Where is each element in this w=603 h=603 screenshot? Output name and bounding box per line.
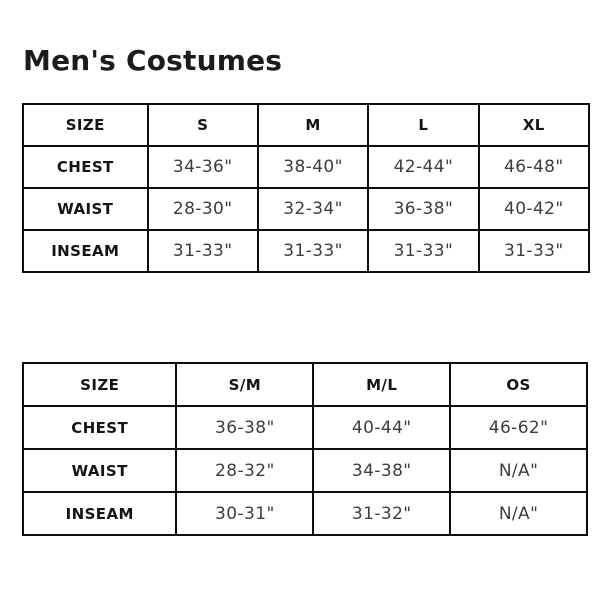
size-value-cell: 31-33" bbox=[368, 230, 478, 272]
row-label-chest: CHEST bbox=[23, 146, 148, 188]
size-value-cell: 46-48" bbox=[479, 146, 589, 188]
column-header-ml: M/L bbox=[313, 363, 450, 406]
row-label-inseam: INSEAM bbox=[23, 492, 176, 535]
size-value-cell: 34-38" bbox=[313, 449, 450, 492]
table-row-chest bbox=[23, 146, 589, 188]
row-label-inseam: INSEAM bbox=[23, 230, 148, 272]
size-value-cell: 31-33" bbox=[148, 230, 258, 272]
size-value-cell: 36-38" bbox=[176, 406, 313, 449]
size-value-cell: 28-32" bbox=[176, 449, 313, 492]
size-table-combo bbox=[22, 362, 588, 536]
row-label-waist: WAIST bbox=[23, 188, 148, 230]
column-header-l: L bbox=[368, 104, 478, 146]
page-title: Men's Costumes bbox=[23, 44, 283, 77]
size-value-cell: 40-44" bbox=[313, 406, 450, 449]
column-header-m: M bbox=[258, 104, 368, 146]
column-header-size: SIZE bbox=[23, 363, 176, 406]
size-value-cell: 32-34" bbox=[258, 188, 368, 230]
table-row-waist bbox=[23, 449, 587, 492]
table-header-row bbox=[23, 363, 587, 406]
size-table-standard bbox=[22, 103, 590, 273]
row-label-waist: WAIST bbox=[23, 449, 176, 492]
column-header-s: S bbox=[148, 104, 258, 146]
size-value-cell: 28-30" bbox=[148, 188, 258, 230]
size-value-cell: 36-38" bbox=[368, 188, 478, 230]
row-label-chest: CHEST bbox=[23, 406, 176, 449]
size-value-cell: 40-42" bbox=[479, 188, 589, 230]
size-value-cell: 31-32" bbox=[313, 492, 450, 535]
size-value-cell: 38-40" bbox=[258, 146, 368, 188]
size-value-cell: 46-62" bbox=[450, 406, 587, 449]
column-header-os: OS bbox=[450, 363, 587, 406]
column-header-xl: XL bbox=[479, 104, 589, 146]
table-row-inseam bbox=[23, 492, 587, 535]
size-value-cell: 34-36" bbox=[148, 146, 258, 188]
table-row-waist bbox=[23, 188, 589, 230]
column-header-size: SIZE bbox=[23, 104, 148, 146]
table-header-row bbox=[23, 104, 589, 146]
column-header-sm: S/M bbox=[176, 363, 313, 406]
size-value-cell: N/A" bbox=[450, 449, 587, 492]
size-value-cell: 31-33" bbox=[479, 230, 589, 272]
size-value-cell: 30-31" bbox=[176, 492, 313, 535]
size-value-cell: 31-33" bbox=[258, 230, 368, 272]
size-value-cell: 42-44" bbox=[368, 146, 478, 188]
table-row-chest bbox=[23, 406, 587, 449]
table-row-inseam bbox=[23, 230, 589, 272]
size-value-cell: N/A" bbox=[450, 492, 587, 535]
